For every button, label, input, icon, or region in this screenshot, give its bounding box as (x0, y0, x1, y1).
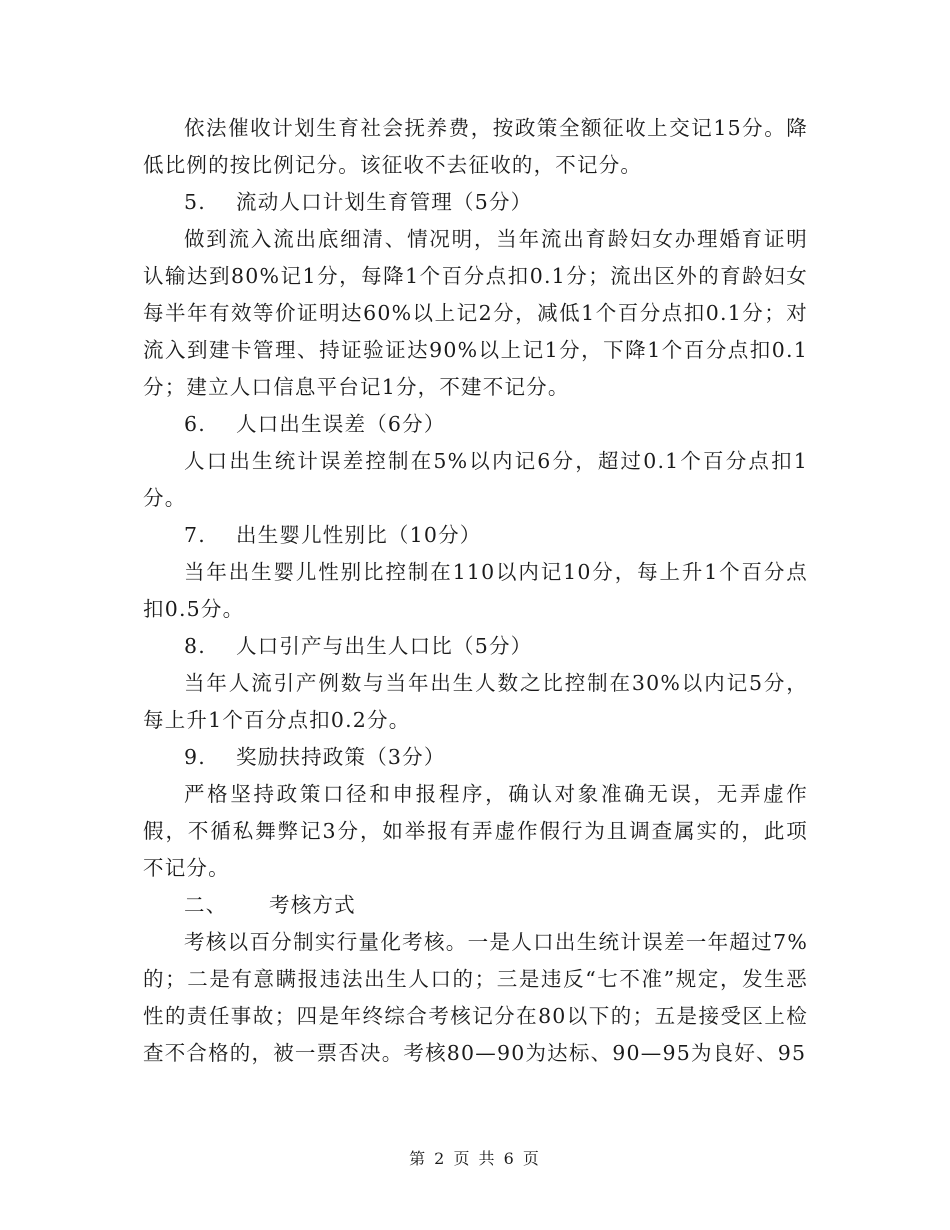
heading-title: 出生婴儿性别比（10分） (236, 523, 482, 547)
heading-title: 考核方式 (269, 893, 356, 917)
heading-title: 奖励扶持政策（3分） (236, 745, 446, 769)
heading-title: 流动人口计划生育管理（5分） (236, 190, 533, 214)
paragraph-item-7: 当年出生婴儿性别比控制在110以内记10分，每上升1个百分点扣0.5分。 (143, 560, 808, 621)
paragraph-item-5: 做到流入流出底细清、情况明，当年流出育龄妇女办理婚育证明认输达到80%记1分，每降1个百分点扣0.1分；流出区外的育龄妇女每半年有效等价证明达60%以上记2分，减低1个百分点扣0.1分；对流入到建卡管理、持证验证达90%以上记1分，下降1个百分点扣0.1分；建立人口信息平台记1分，不建不记分。 (143, 227, 808, 399)
paragraph-item-9: 严格坚持政策口径和申报程序，确认对象准确无误，无弄虚作假，不循私舞弊记3分，如举报有弄虚作假行为且调查属实的，此项不记分。 (143, 782, 808, 880)
heading-item-8 (143, 628, 808, 665)
paragraph-item-8: 当年人流引产例数与当年出生人数之比控制在30%以内记5分，每上升1个百分点扣0.2分。 (143, 671, 808, 732)
heading-number: 6. (184, 412, 206, 436)
heading-number: 5. (184, 190, 206, 214)
heading-number: 7. (184, 523, 206, 547)
heading-number: 二、 (184, 893, 228, 917)
heading-number: 9. (184, 745, 206, 769)
heading-item-6 (143, 406, 808, 443)
paragraph-fee-collection: 依法催收计划生育社会抚养费，按政策全额征收上交记15分。降低比例的按比例记分。该征收不去征收的，不记分。 (143, 116, 808, 177)
heading-title: 人口出生误差（6分） (236, 412, 446, 436)
heading-title: 人口引产与出生人口比（5分） (236, 634, 533, 658)
paragraph-item-6: 人口出生统计误差控制在5%以内记6分，超过0.1个百分点扣1分。 (143, 449, 808, 510)
heading-section-2 (143, 887, 808, 924)
heading-item-7 (143, 517, 808, 554)
heading-item-9 (143, 739, 808, 776)
heading-number: 8. (184, 634, 206, 658)
page-footer: 第 2 页 共 6 页 (409, 1149, 541, 1168)
paragraph-assessment-method: 考核以百分制实行量化考核。一是人口出生统计误差一年超过7%的；二是有意瞒报违法出生人口的；三是违反“七不准”规定，发生恶性的责任事故；四是年终综合考核记分在80以下的；五是接受区上检查不合格的，被一票否决。考核80—90为达标、90—95为良好、95 (143, 930, 808, 1065)
document-body (143, 110, 808, 1072)
heading-item-5 (143, 184, 808, 221)
